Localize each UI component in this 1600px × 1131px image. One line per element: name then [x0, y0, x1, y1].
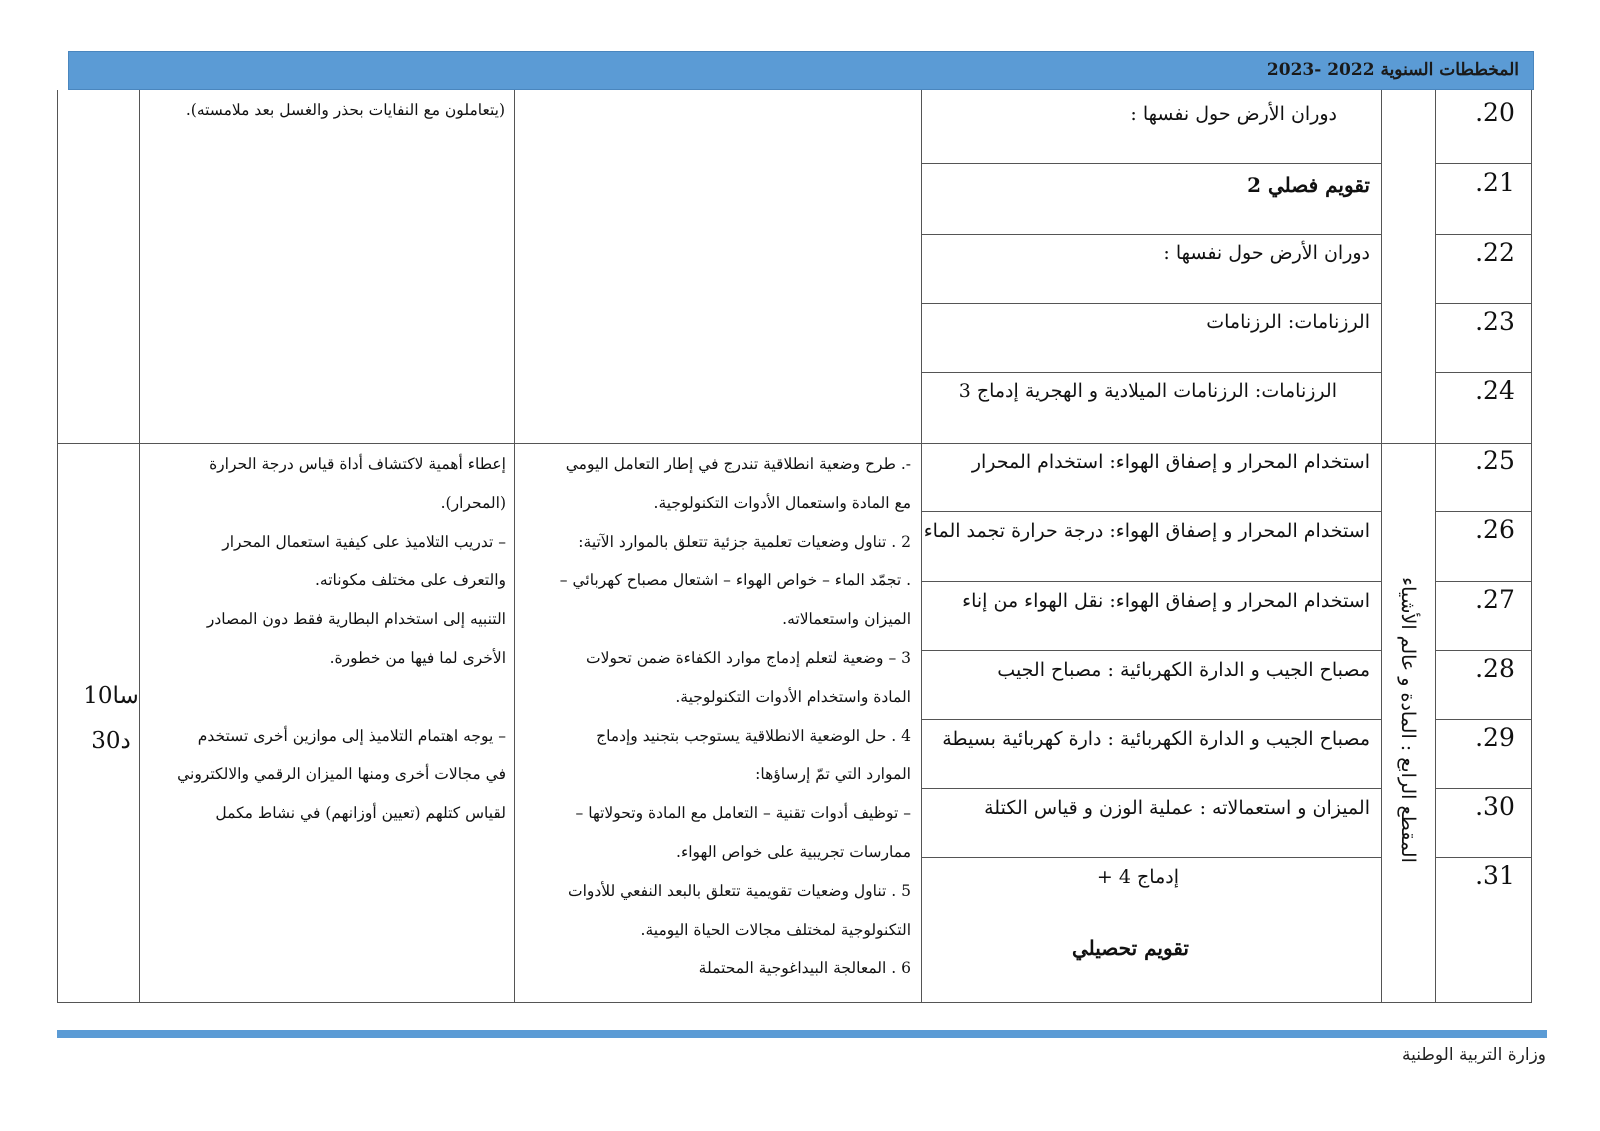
- activity-line: الموارد التي تمّ إرساؤها:: [755, 765, 911, 784]
- lesson-topic: الرزنامات: الرزنامات: [1206, 311, 1370, 333]
- duration-minutes: 30د: [91, 728, 131, 754]
- lesson-topic: دوران الأرض حول نفسها :: [1163, 242, 1370, 264]
- row-number: .30: [1475, 792, 1515, 821]
- row-number: .22: [1475, 238, 1515, 267]
- row-number: .27: [1475, 585, 1515, 614]
- objectives-text-top: (يتعاملون مع النفايات بحذر والغسل بعد ملامسته).: [185, 101, 505, 119]
- activity-line: 4 . حل الوضعية الانطلاقية يستوجب بتجنيد وإدماج: [596, 726, 911, 745]
- lesson-topic: الميزان و استعمالاته : عملية الوزن و قياس الكتلة: [984, 797, 1370, 819]
- objective-line: (المحرار).: [440, 493, 506, 512]
- footer-bar: [57, 1030, 1547, 1038]
- row-number: .23: [1475, 307, 1515, 336]
- row-number: .24: [1475, 376, 1515, 405]
- row-number: .31: [1475, 861, 1515, 890]
- activities-list: [511, 445, 911, 988]
- objective-line: – تدريب التلاميذ على كيفية استعمال المحرار: [222, 532, 506, 551]
- lesson-topic-evaluation: تقويم تحصيلي: [1071, 936, 1189, 960]
- activity-line: الميزان واستعمالاته.: [782, 610, 911, 629]
- lesson-topic: إدماج 4 +: [1096, 866, 1179, 888]
- lesson-topic: استخدام المحرار و إصفاق الهواء: نقل الهواء من إناء: [962, 590, 1370, 612]
- lesson-topic: تقويم فصلي 2: [1247, 173, 1370, 197]
- lesson-topic: دوران الأرض حول نفسها :: [1130, 103, 1337, 125]
- objective-line: الأخرى لما فيها من خطورة.: [329, 648, 506, 667]
- objective-line: لقياس كتلهم (تعيين أوزانهم) في نشاط مكمل: [215, 804, 506, 823]
- activity-line: 3 – وضعية لتعلم إدماج موارد الكفاءة ضمن تحولات: [586, 648, 911, 667]
- row-number: .29: [1475, 723, 1515, 752]
- lesson-topic: استخدام المحرار و إصفاق الهواء: استخدام المحرار: [971, 451, 1370, 473]
- activity-line: 6 . المعالجة البيداغوجية المحتملة: [698, 959, 911, 978]
- activity-line: – توظيف أدوات تقنية – التعامل مع المادة وتحولاتها –: [575, 804, 911, 823]
- activity-line: -. طرح وضعية انطلاقية تندرج في إطار التعامل اليومي: [565, 455, 911, 473]
- objectives-list: [141, 445, 506, 833]
- row-number: .26: [1475, 515, 1515, 544]
- activity-line: 2 . تناول وضعيات تعلمية جزئية تتعلق بالموارد الآتية:: [578, 532, 911, 551]
- lesson-topic: استخدام المحرار و إصفاق الهواء: درجة حرارة تجمد الماء: [923, 520, 1370, 542]
- lesson-topic: مصباح الجيب و الدارة الكهربائية : دارة كهربائية بسيطة: [942, 728, 1370, 750]
- objective-line: في مجالات أخرى ومنها الميزان الرقمي والالكتروني: [177, 765, 506, 784]
- activity-line: مع المادة واستعمال الأدوات التكنولوجية.: [653, 493, 911, 512]
- activity-line: ممارسات تجريبية على خواص الهواء.: [676, 842, 911, 861]
- objective-line: [141, 678, 506, 717]
- duration-hours: 10سا: [83, 683, 139, 709]
- row-number: .20: [1475, 98, 1515, 127]
- objective-line: – يوجه اهتمام التلاميذ إلى موازين أخرى تستخدم: [197, 726, 506, 745]
- objective-line: التنبيه إلى استخدام البطارية فقط دون المصادر: [206, 610, 506, 629]
- header-bar: [68, 51, 1534, 90]
- activity-line: . تجمّد الماء – خواص الهواء – اشتعال مصباح كهربائي –: [559, 571, 911, 590]
- section-label: المقطع الرابع : المادة و عالم الأشياء: [1397, 577, 1419, 863]
- page-title: المخططات السنوية 2022 -2023: [1266, 60, 1519, 80]
- objective-line: والتعرف على مختلف مكوناته.: [315, 571, 506, 590]
- row-number: .21: [1475, 168, 1515, 197]
- lesson-topic: الرزنامات: الرزنامات الميلادية و الهجرية إدماج 3: [958, 380, 1337, 402]
- row-number: .25: [1475, 446, 1515, 475]
- lesson-topic: مصباح الجيب و الدارة الكهربائية : مصباح الجيب: [997, 659, 1370, 681]
- activity-line: المادة واستخدام الأدوات التكنولوجية.: [675, 687, 911, 706]
- objective-line: إعطاء أهمية لاكتشاف أداة قياس درجة الحرارة: [209, 455, 506, 473]
- activity-line: التكنولوجية لمختلف مجالات الحياة اليومية.: [640, 920, 911, 939]
- footer-ministry: وزارة التربية الوطنية: [1401, 1045, 1546, 1065]
- activity-line: 5 . تناول وضعيات تقويمية تتعلق بالبعد النفعي للأدوات: [568, 881, 911, 900]
- row-number: .28: [1475, 654, 1515, 683]
